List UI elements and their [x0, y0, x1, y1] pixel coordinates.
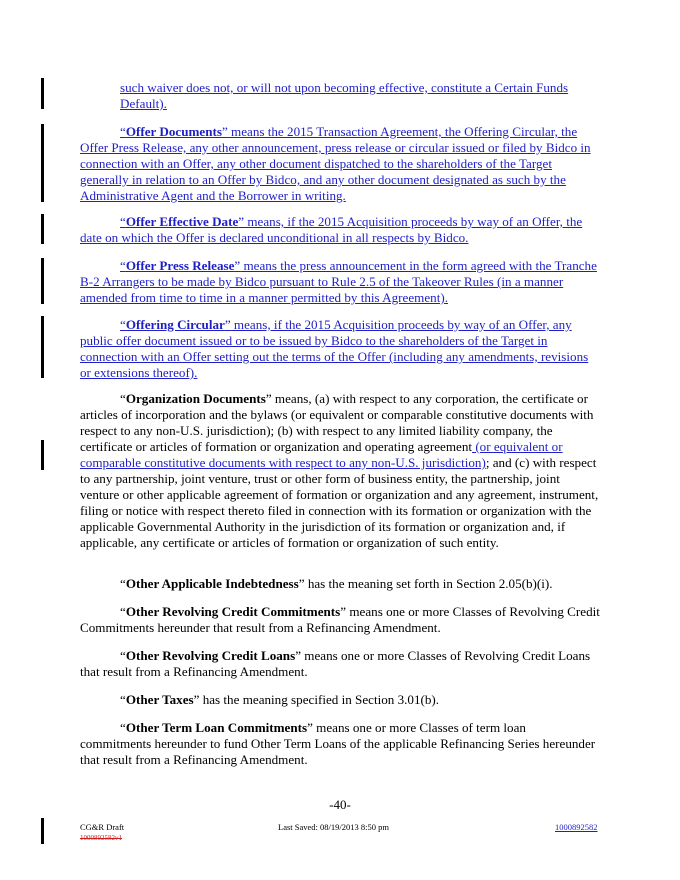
definition-text: means the 2015 Transaction Agreement, the Offering Circular, the Offer Press Release, any other announcement, press release or circular issued or filed by Bidco in connection with an Offer, any other document dispatched to the shareholders of the Target generally in relation to an Offer by Bidco, and any other document designated as such by the Administrative Agent and the Borrower in writing.: [80, 124, 591, 203]
defined-term: Other Applicable Indebtedness: [125, 576, 299, 591]
definition-other-applicable-indebtedness: “Other Applicable Indebtedness” has the meaning set forth in Section 2.05(b)(i).: [120, 576, 553, 591]
definition-organization-documents: “Organization Documents” means, (a) with respect to any corporation, the certificate or articles of incorporation and the bylaws (or equivalent or comparable constitutive documents with respect to any non-U.S. jurisdiction); (b) with respect to any limited liability company, the certificate or articles of formation or organization and operating agreement (or equivalent or comparable constitutive documents with respect to any non-U.S. jurisdiction); and (c) with respect to any partnership, joint venture, trust or other form of business entity, the partnership, joint venture or other applicable agreement of formation or organization and any agreement, instrument, filing or notice with respect thereto filed in connection with its formation or organization with the applicable Governmental Authority in the jurisdiction of its formation or organization and, if applicable, any certificate or articles of formation or organization of such entity.: [80, 391, 599, 550]
definition-text: has the meaning specified in Section 3.01(b).: [199, 692, 440, 707]
definition-other-revolving-credit-commitments: “Other Revolving Credit Commitments” means one or more Classes of Revolving Credit Commitments hereunder that result from a Refinancing Amendment.: [80, 604, 600, 635]
change-bar: [41, 78, 44, 109]
defined-term: Offer Press Release: [125, 258, 235, 273]
defined-term: Other Taxes: [125, 692, 194, 707]
change-bar: [41, 258, 44, 304]
defined-term: Other Term Loan Commitments: [125, 720, 308, 735]
paragraph-continuation: [120, 80, 600, 112]
definition-text: means one or more Classes of term loan commitments hereunder to fund Other Term Loans of the applicable Refinancing Series hereunder that result from a Refinancing Amendment.: [80, 720, 596, 767]
defined-term: Other Revolving Credit Loans: [125, 648, 296, 663]
definition-text: means, if the 2015 Acquisition proceeds by way of an Offer, any public offer document issued or to be issued by Bidco to the shareholders of the Target in connection with an Offer setting out the terms of the Offer (including any amendments, revisions or extensions thereof).: [80, 317, 589, 380]
defined-term: Offer Documents: [125, 124, 222, 139]
definition-other-taxes: “Other Taxes” has the meaning specified in Section 3.01(b).: [120, 692, 440, 707]
change-bar: [41, 124, 44, 202]
change-bar: [41, 440, 44, 470]
deleted-doc-id: 1000892582v1: [80, 834, 122, 842]
defined-term: Other Revolving Credit Commitments: [125, 604, 341, 619]
definition-offer-press-release: “Offer Press Release” means the press announcement in the form agreed with the Tranche B-2 Arrangers to be made by Bidco pursuant to Rule 2.5 of the Takeover Rules (in a manner amended from time to time in a manner permitted by this Agreement).: [80, 258, 597, 305]
inserted-text: such waiver does not, or will not upon becoming effective, constitute a Certain Funds Default).: [120, 80, 569, 111]
inserted-text: (or equivalent or comparable constitutive documents with respect to any non-U.S. jurisdiction): [80, 439, 563, 470]
change-bar: [41, 214, 44, 244]
change-bar: [41, 316, 44, 378]
footer-last-saved: Last Saved: 08/19/2013 8:50 pm: [278, 822, 389, 832]
definition-offer-effective-date: “Offer Effective Date” means, if the 2015 Acquisition proceeds by way of an Offer, the date on which the Offer is declared unconditional in all respects by Bidco.: [80, 214, 583, 245]
definition-text: ; and (c) with respect to any partnership, joint venture, trust or other form of business entity, the partnership, joint venture or other applicable agreement of formation or organization and any agreement, instrument, filing or notice with respect thereto filed in connection with its formation or organization with the applicable Governmental Authority in the jurisdiction of its formation or organization and, if applicable, any certificate or articles of formation or organization of such entity.: [80, 455, 599, 550]
definition-text: means one or more Classes of Revolving Credit Loans that result from a Refinancing Amendment.: [80, 648, 591, 679]
page-number: -40-: [329, 797, 351, 812]
footer-draft-label: [80, 822, 124, 844]
draft-label: CG&R Draft: [80, 822, 125, 832]
definition-text: means the press announcement in the form agreed with the Tranche B-2 Arrangers to be made by Bidco pursuant to Rule 2.5 of the Takeover Rules (in a manner amended from time to time in a manner permitted by this Agreement).: [80, 258, 597, 305]
definition-text: means, if the 2015 Acquisition proceeds by way of an Offer, the date on which the Offer is declared unconditional in all respects by Bidco.: [80, 214, 583, 245]
definition-text: has the meaning set forth in Section 2.05(b)(i).: [304, 576, 553, 591]
definition-other-term-loan-commitments: “Other Term Loan Commitments” means one or more Classes of term loan commitments hereunder to fund Other Term Loans of the applicable Refinancing Series hereunder that result from a Refinancing Amendment.: [80, 720, 596, 767]
definition-offering-circular: “Offering Circular” means, if the 2015 Acquisition proceeds by way of an Offer, any public offer document issued or to be issued by Bidco to the shareholders of the Target in connection with an Offer setting out the terms of the Offer (including any amendments, revisions or extensions thereof).: [80, 317, 589, 380]
definition-text: means one or more Classes of Revolving Credit Commitments hereunder that result from a Refinancing Amendment.: [80, 604, 600, 635]
change-bar: [41, 818, 44, 844]
definition-offer-documents: “Offer Documents” means the 2015 Transaction Agreement, the Offering Circular, the Offer Press Release, any other announcement, press release or circular issued or filed by Bidco in connection with an Offer, any other document dispatched to the shareholders of the Target generally in relation to an Offer by Bidco, and any other document designated as such by the Administrative Agent and the Borrower in writing.: [80, 124, 591, 203]
definition-other-revolving-credit-loans: “Other Revolving Credit Loans” means one or more Classes of Revolving Credit Loans that result from a Refinancing Amendment.: [80, 648, 591, 679]
defined-term: Offer Effective Date: [125, 214, 239, 229]
defined-term: Offering Circular: [125, 317, 225, 332]
footer-doc-id-link[interactable]: 1000892582: [555, 822, 598, 832]
definition-text: means, (a) with respect to any corporation, the certificate or articles of incorporation and the bylaws (or equivalent or comparable constitutive documents with respect to any non-U.S. jurisdiction); (b) with respect to any limited liability company, the certificate or articles of formation or organization and operating agreement: [80, 391, 594, 454]
defined-term: Organization Documents: [125, 391, 266, 406]
